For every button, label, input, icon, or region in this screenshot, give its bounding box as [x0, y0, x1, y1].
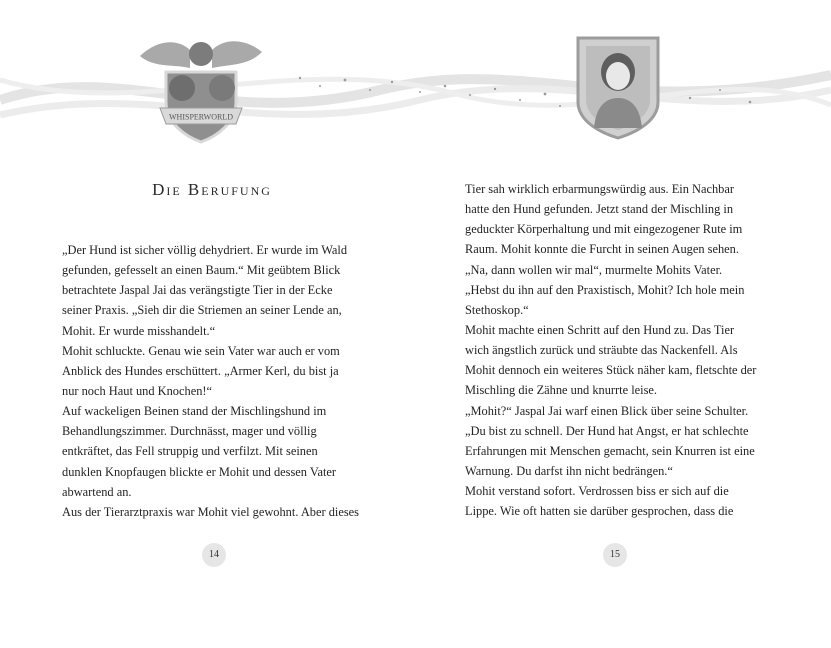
- text-line: „Mohit?“ Jaspal Jai warf einen Blick über seine Schulter.: [465, 403, 749, 418]
- text-line: Lippe. Wie oft hatten sie darüber gesprochen, dass die: [465, 504, 734, 519]
- text-line: „Du bist zu schnell. Der Hund hat Angst, er hat schlechte: [465, 423, 749, 438]
- text-line: Tier sah wirklich erbarmungswürdig aus. Ein Nachbar: [465, 182, 734, 196]
- text-line: „Na, dann wollen wir mal“, murmelte Mohits Vater.: [465, 262, 723, 277]
- text-line: Mohit dennoch ein weiteres Stück näher kam, fletschte der: [465, 363, 757, 378]
- text-line: Stethoskop.“: [465, 302, 529, 317]
- text-line: Warnung. Du darfst ihn nicht bedrängen.“: [465, 463, 673, 478]
- text-line: entkräftet, das Fell struppig und verfilzt. Mit seinen: [62, 444, 318, 459]
- text-line: wich ängstlich zurück und sträubte das Nackenfell. Als: [465, 343, 738, 358]
- text-line: Aus der Tierarztpraxis war Mohit viel gewohnt. Aber dieses: [62, 504, 359, 519]
- text-line: Mischling die Zähne und knurrte leise.: [465, 383, 658, 398]
- text-line: hatte den Hund gefunden. Jetzt stand der Mischling in: [465, 202, 734, 217]
- text-line: seiner Praxis. „Sieh dir die Striemen an seiner Lende an,: [62, 303, 342, 318]
- chapter-title: Die Berufung: [152, 180, 272, 199]
- character-portrait-icon: [572, 32, 664, 140]
- text-line: betrachtete Jaspal Jai das verängstigte Tier in der Ecke: [62, 283, 333, 298]
- text-line: „Hebst du ihn auf den Praxistisch, Mohit? Ich hole mein: [465, 282, 745, 297]
- text-line: abwartend an.: [62, 484, 132, 499]
- text-line: Mohit schluckte. Genau wie sein Vater war auch er vom: [62, 343, 340, 358]
- text-line: „Der Hund ist sicher völlig dehydriert. Er wurde im Wald: [62, 243, 348, 257]
- text-line: Mohit verstand sofort. Verdrossen biss er sich auf die: [465, 484, 729, 499]
- text-line: Anblick des Hundes erschüttert. „Armer Kerl, du bist ja: [62, 363, 339, 378]
- text-line: Raum. Mohit konnte die Furcht in seinen Augen sehen.: [465, 242, 739, 257]
- text-line: geduckter Körperhaltung und mit eingezogener Rute im: [465, 222, 743, 237]
- text-line: Mohit. Er wurde misshandelt.“: [62, 323, 216, 338]
- right-page-body: [465, 179, 770, 521]
- text-line: Behandlungszimmer. Durchnässt, mager und völlig: [62, 424, 317, 439]
- text-line: Erfahrungen mit Menschen gemacht, sein Knurren ist eine: [465, 443, 755, 458]
- page-number-left: 14: [202, 543, 226, 567]
- whisperworld-emblem-icon: [132, 28, 270, 146]
- left-page-body: [62, 240, 367, 522]
- text-line: dunklen Knopfaugen blickte er Mohit und dessen Vater: [62, 464, 337, 479]
- text-line: gefunden, gefesselt an einen Baum.“ Mit geübtem Blick: [62, 263, 341, 278]
- text-line: Auf wackeligen Beinen stand der Mischlingshund im: [62, 404, 327, 419]
- emblem-label: WHISPERWORLD: [169, 112, 233, 122]
- header-swoosh-decoration: [0, 20, 831, 150]
- page-number-right: 15: [603, 543, 627, 567]
- text-line: Mohit machte einen Schritt auf den Hund zu. Das Tier: [465, 322, 735, 337]
- text-line: nur noch Haut und Knochen!“: [62, 383, 213, 398]
